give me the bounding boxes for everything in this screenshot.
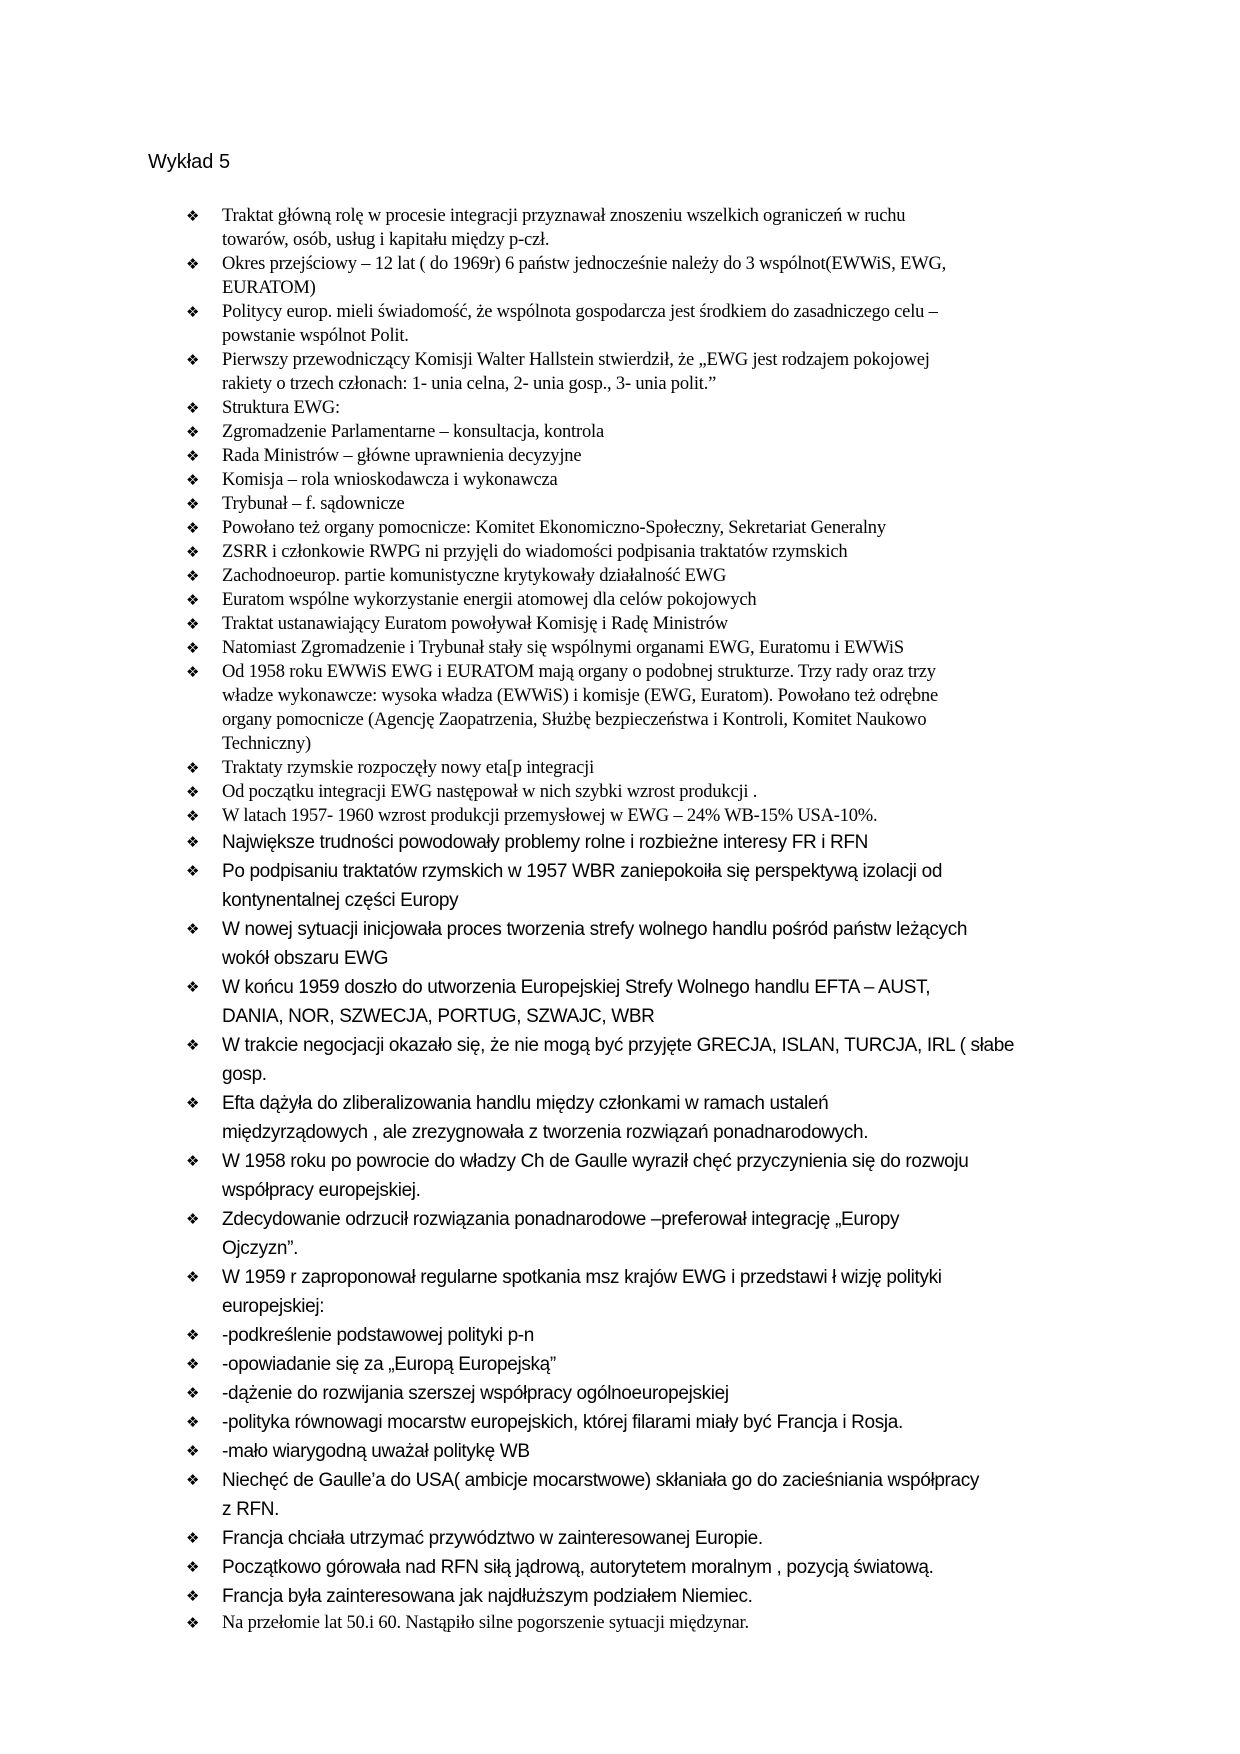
diamond-bullet-icon: ❖ (186, 471, 200, 489)
list-item-text-line: Trybunał – f. sądownicze (222, 494, 405, 514)
list-item-text-line: Pierwszy przewodniczący Komisji Walter Hallstein stwierdził, że „EWG jest rodzajem pokojowej (222, 350, 930, 370)
list-item-text-line: powstanie wspólnot Polit. (222, 326, 409, 346)
diamond-bullet-icon: ❖ (186, 1210, 200, 1228)
list-item-text-line: Od 1958 roku EWWiS EWG i EURATOM mają organy o podobnej strukturze. Trzy rady oraz trzy (222, 662, 936, 682)
diamond-bullet-icon: ❖ (186, 1384, 200, 1402)
list-item (0, 1321, 1240, 1350)
list-item (0, 468, 1240, 492)
list-item (0, 1437, 1240, 1466)
list-item-text-line: wokół obszaru EWG (222, 948, 389, 969)
list-item (0, 1553, 1240, 1582)
diamond-bullet-icon: ❖ (186, 447, 200, 465)
list-item-text-line: Początkowo górowała nad RFN siłą jądrową, autorytetem moralnym , pozycją światową. (222, 1557, 934, 1578)
diamond-bullet-icon: ❖ (186, 399, 200, 417)
diamond-bullet-icon: ❖ (186, 423, 200, 441)
list-item-text-line: rakiety o trzech członach: 1- unia celna, 2- unia gosp., 3- unia polit.” (222, 374, 717, 394)
list-item-text-line: Zachodnoeurop. partie komunistyczne krytykowały działalność EWG (222, 566, 727, 586)
list-item-text-line: W 1958 roku po powrocie do władzy Ch de Gaulle wyraził chęć przyczynienia się do rozwoju (222, 1151, 969, 1172)
list-item (0, 420, 1240, 444)
list-item-text-line: Na przełomie lat 50.i 60. Nastąpiło silne pogorszenie sytuacji międzynar. (222, 1613, 749, 1633)
list-item (0, 828, 1240, 857)
list-item-text-line: Powołano też organy pomocnicze: Komitet Ekonomiczno-Społeczny, Sekretariat Generalny (222, 518, 886, 538)
list-item (0, 1408, 1240, 1437)
list-item-text-line: Największe trudności powodowały problemy rolne i rozbieżne interesy FR i RFN (222, 832, 869, 853)
diamond-bullet-icon: ❖ (186, 978, 200, 996)
list-item-text-line: władze wykonawcze: wysoka władza (EWWiS) i komisje (EWG, Euratom). Powołano też odrębne (222, 686, 938, 706)
diamond-bullet-icon: ❖ (186, 591, 200, 609)
diamond-bullet-icon: ❖ (186, 1442, 200, 1460)
list-item-text-line: W latach 1957- 1960 wzrost produkcji przemysłowej w EWG – 24% WB-15% USA-10%. (222, 806, 878, 826)
list-item (0, 1466, 1240, 1524)
list-item-text-line: Struktura EWG: (222, 398, 340, 418)
list-item-text-line: kontynentalnej części Europy (222, 890, 459, 911)
list-item-text-line: W 1959 r zaproponował regularne spotkania msz krajów EWG i przedstawi ł wizję polityki (222, 1267, 942, 1288)
diamond-bullet-icon: ❖ (186, 1326, 200, 1344)
list-item (0, 348, 1240, 396)
diamond-bullet-icon: ❖ (186, 783, 200, 801)
list-item (0, 516, 1240, 540)
diamond-bullet-icon: ❖ (186, 543, 200, 561)
list-item (0, 660, 1240, 756)
list-item (0, 1031, 1240, 1089)
list-item-text-line: W trakcie negocjacji okazało się, że nie mogą być przyjęte GRECJA, ISLAN, TURCJA, IRL ( słabe (222, 1035, 1015, 1056)
list-item-text-line: Euratom wspólne wykorzystanie energii atomowej dla celów pokojowych (222, 590, 757, 610)
diamond-bullet-icon: ❖ (186, 1558, 200, 1576)
list-item (0, 1611, 1240, 1635)
diamond-bullet-icon: ❖ (186, 351, 200, 369)
list-item (0, 588, 1240, 612)
list-item (0, 1089, 1240, 1147)
list-item (0, 492, 1240, 516)
diamond-bullet-icon: ❖ (186, 255, 200, 273)
diamond-bullet-icon: ❖ (186, 1036, 200, 1054)
list-item-text-line: Traktat ustanawiający Euratom powoływał Komisję i Radę Ministrów (222, 614, 728, 634)
list-item (0, 300, 1240, 348)
list-item-text-line: -mało wiarygodną uważał politykę WB (222, 1441, 530, 1462)
list-item (0, 444, 1240, 468)
list-item-text-line: -opowiadanie się za „Europą Europejską” (222, 1354, 556, 1375)
list-item-text-line: -polityka równowagi mocarstw europejskich, której filarami miały być Francja i Rosja. (222, 1412, 903, 1433)
list-item-text-line: Ojczyzn”. (222, 1238, 299, 1259)
list-item (0, 636, 1240, 660)
list-item-text-line: międzyrządowych , ale zrezygnowała z tworzenia rozwiązań ponadnarodowych. (222, 1122, 869, 1143)
list-item (0, 857, 1240, 915)
diamond-bullet-icon: ❖ (186, 862, 200, 880)
list-item-text-line: DANIA, NOR, SZWECJA, PORTUG, SZWAJC, WBR (222, 1006, 655, 1027)
list-item-text-line: Efta dążyła do zliberalizowania handlu między członkami w ramach ustaleń (222, 1093, 829, 1114)
list-item (0, 540, 1240, 564)
diamond-bullet-icon: ❖ (186, 663, 200, 681)
diamond-bullet-icon: ❖ (186, 519, 200, 537)
diamond-bullet-icon: ❖ (186, 639, 200, 657)
diamond-bullet-icon: ❖ (186, 1614, 200, 1632)
diamond-bullet-icon: ❖ (186, 1471, 200, 1489)
list-item (0, 973, 1240, 1031)
list-item-text-line: Natomiast Zgromadzenie i Trybunał stały się wspólnymi organami EWG, Euratomu i EWWiS (222, 638, 904, 658)
list-item (0, 780, 1240, 804)
list-item-text-line: W nowej sytuacji inicjowała proces tworzenia strefy wolnego handlu pośród państw leżących (222, 919, 968, 940)
list-item-text-line: Komisja – rola wnioskodawcza i wykonawcza (222, 470, 558, 490)
diamond-bullet-icon: ❖ (186, 1355, 200, 1373)
list-item-text-line: organy pomocnicze (Agencję Zaopatrzenia, Służbę bezpieczeństwa i Kontroli, Komitet Naukowo (222, 710, 927, 730)
list-item-text-line: Okres przejściowy – 12 lat ( do 1969r) 6 państw jednocześnie należy do 3 wspólnot(EWWiS, EWG, (222, 254, 947, 274)
bullet-list (0, 204, 1240, 1635)
diamond-bullet-icon: ❖ (186, 1413, 200, 1431)
list-item-text-line: z RFN. (222, 1499, 280, 1520)
diamond-bullet-icon: ❖ (186, 1152, 200, 1170)
list-item-text-line: europejskiej: (222, 1296, 325, 1317)
list-item-text-line: Francja była zainteresowana jak najdłuższym podziałem Niemiec. (222, 1586, 753, 1607)
list-item-text-line: Po podpisaniu traktatów rzymskich w 1957 WBR zaniepokoiła się perspektywą izolacji od (222, 861, 943, 882)
list-item-text-line: -podkreślenie podstawowej polityki p-n (222, 1325, 534, 1346)
list-item (0, 612, 1240, 636)
diamond-bullet-icon: ❖ (186, 807, 200, 825)
list-item-text-line: Politycy europ. mieli świadomość, że wspólnota gospodarcza jest środkiem do zasadniczego celu – (222, 302, 938, 322)
list-item-text-line: -dążenie do rozwijania szerszej współpracy ogólnoeuropejskiej (222, 1383, 729, 1404)
list-item (0, 1524, 1240, 1553)
list-item (0, 1263, 1240, 1321)
diamond-bullet-icon: ❖ (186, 1529, 200, 1547)
diamond-bullet-icon: ❖ (186, 1268, 200, 1286)
list-item (0, 1582, 1240, 1611)
diamond-bullet-icon: ❖ (186, 759, 200, 777)
list-item-text-line: Traktaty rzymskie rozpoczęły nowy eta[p integracji (222, 758, 595, 778)
list-item-text-line: Francja chciała utrzymać przywództwo w zainteresowanej Europie. (222, 1528, 763, 1549)
list-item (0, 915, 1240, 973)
list-item-text-line: Traktat główną rolę w procesie integracji przyznawał znoszeniu wszelkich ograniczeń w ruchu (222, 206, 906, 226)
list-item-text-line: Techniczny) (222, 734, 311, 754)
list-item (0, 204, 1240, 252)
list-item (0, 396, 1240, 420)
list-item (0, 564, 1240, 588)
list-item (0, 1205, 1240, 1263)
list-item-text-line: W końcu 1959 doszło do utworzenia Europejskiej Strefy Wolnego handlu EFTA – AUST, (222, 977, 931, 998)
diamond-bullet-icon: ❖ (186, 833, 200, 851)
document-title: Wykład 5 (148, 151, 231, 173)
list-item-text-line: ZSRR i członkowie RWPG ni przyjęli do wiadomości podpisania traktatów rzymskich (222, 542, 848, 562)
list-item-text-line: towarów, osób, usług i kapitału między p-czł. (222, 230, 550, 250)
diamond-bullet-icon: ❖ (186, 1587, 200, 1605)
list-item-text-line: Zdecydowanie odrzucił rozwiązania ponadnarodowe –preferował integrację „Europy (222, 1209, 900, 1230)
list-item-text-line: Zgromadzenie Parlamentarne – konsultacja, kontrola (222, 422, 604, 442)
list-item (0, 1379, 1240, 1408)
list-item-text-line: współpracy europejskiej. (222, 1180, 421, 1201)
diamond-bullet-icon: ❖ (186, 1094, 200, 1112)
diamond-bullet-icon: ❖ (186, 567, 200, 585)
list-item-text-line: Rada Ministrów – główne uprawnienia decyzyjne (222, 446, 582, 466)
diamond-bullet-icon: ❖ (186, 207, 200, 225)
list-item-text-line: gosp. (222, 1064, 267, 1085)
list-item (0, 1350, 1240, 1379)
list-item-text-line: Od początku integracji EWG następował w nich szybki wzrost produkcji . (222, 782, 758, 802)
diamond-bullet-icon: ❖ (186, 920, 200, 938)
list-item (0, 804, 1240, 828)
list-item-text-line: EURATOM) (222, 278, 316, 298)
list-item (0, 1147, 1240, 1205)
list-item-text-line: Niechęć de Gaulle’a do USA( ambicje mocarstwowe) skłaniała go do zacieśniania współpracy (222, 1470, 980, 1491)
diamond-bullet-icon: ❖ (186, 615, 200, 633)
list-item (0, 252, 1240, 300)
diamond-bullet-icon: ❖ (186, 303, 200, 321)
diamond-bullet-icon: ❖ (186, 495, 200, 513)
list-item (0, 756, 1240, 780)
